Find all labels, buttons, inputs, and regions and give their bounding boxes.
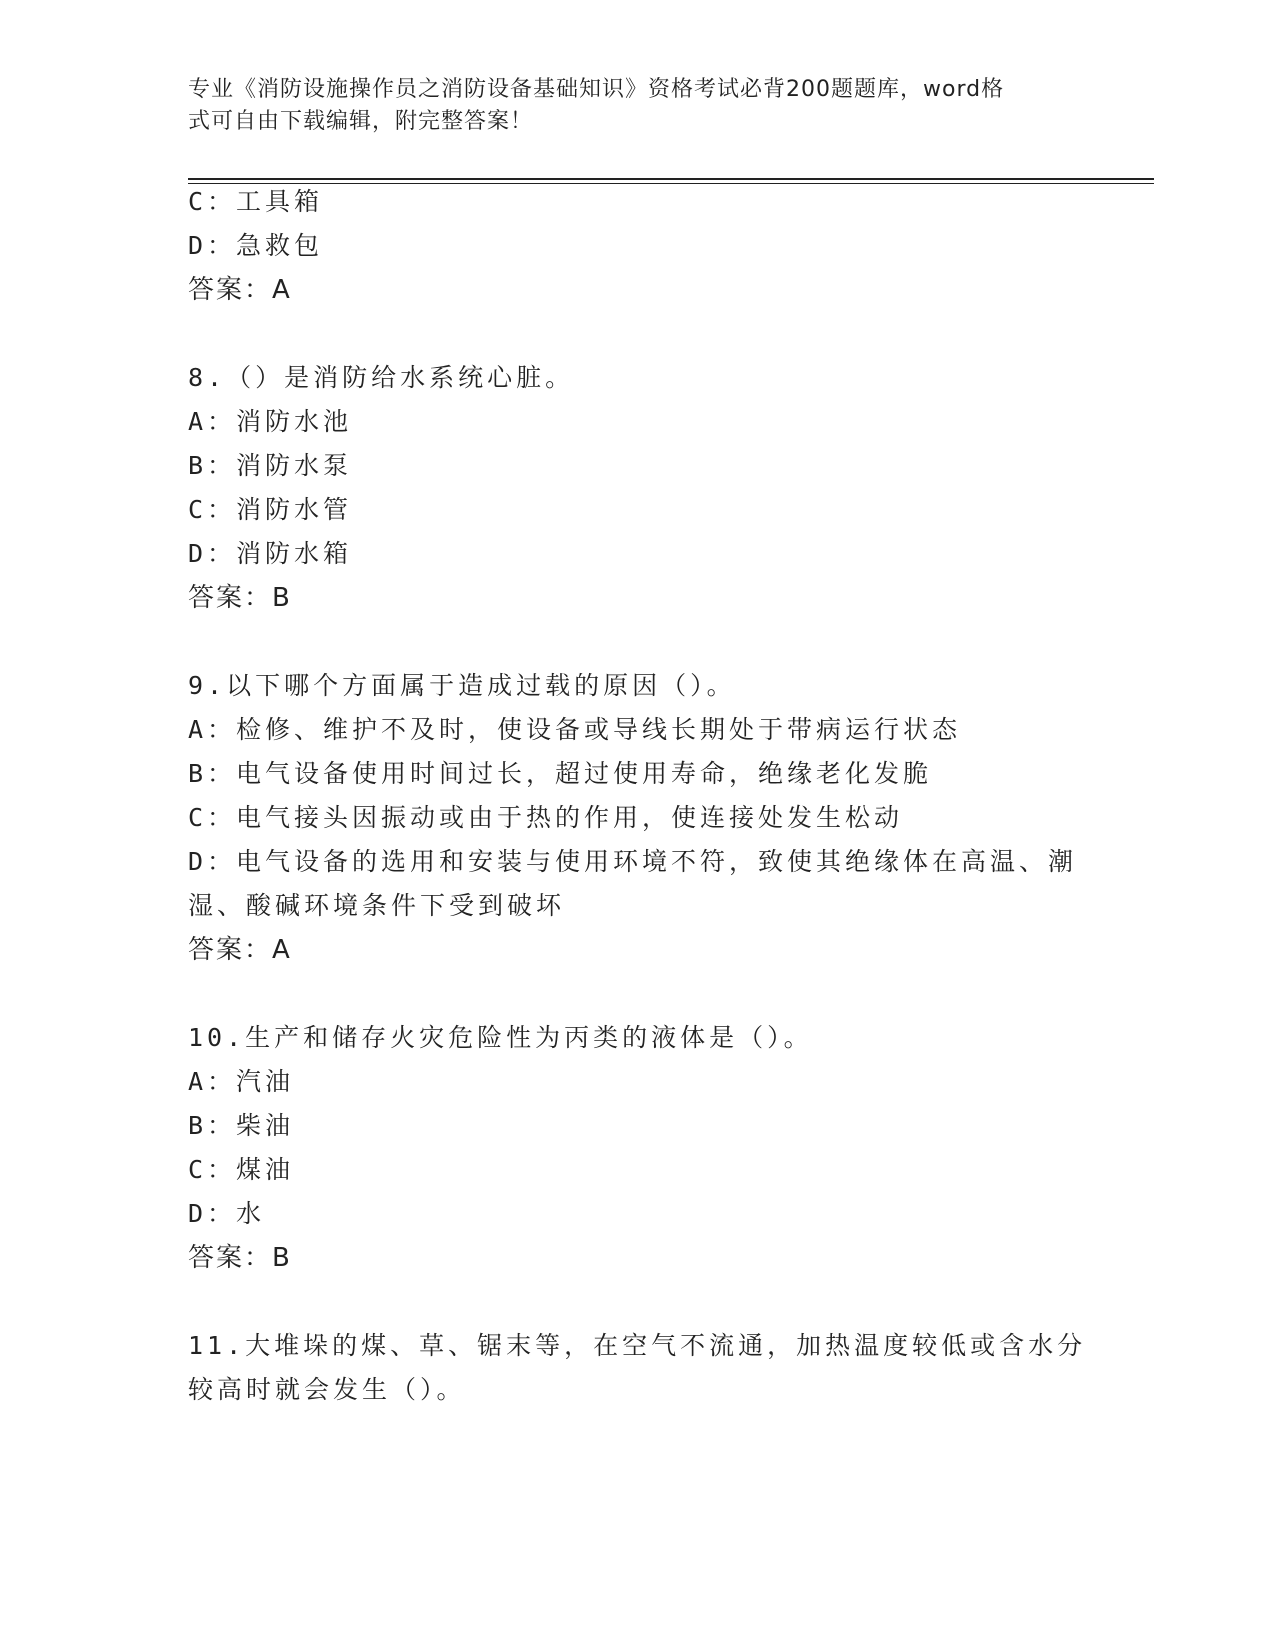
- header-divider-thin: [188, 183, 1154, 184]
- q10-option-c: C：煤油: [188, 1155, 295, 1184]
- q10-option-a: A：汽油: [188, 1067, 295, 1096]
- q9-answer: 答案：A: [188, 935, 292, 965]
- header-divider-thick: [188, 178, 1154, 180]
- q7-option-c: C：工具箱: [188, 187, 324, 216]
- q9-question: 9.以下哪个方面属于造成过载的原因（）。: [188, 671, 736, 700]
- q10-option-b: B：柴油: [188, 1111, 295, 1140]
- q10-question: 10.生产和储存火灾危险性为丙类的液体是（）。: [188, 1023, 813, 1052]
- header-line-2: 式可自由下载编辑，附完整答案！: [188, 109, 534, 134]
- q10-option-d: D：水: [188, 1199, 266, 1228]
- q8-option-b: B：消防水泵: [188, 451, 353, 480]
- q9-option-c: C：电气接头因振动或由于热的作用，使连接处发生松动: [188, 803, 904, 832]
- q9-option-d-line-2: 湿、酸碱环境条件下受到破坏: [188, 891, 566, 920]
- q9-option-d-line-1: D：电气设备的选用和安装与使用环境不符，致使其绝缘体在高温、潮: [188, 847, 1078, 876]
- q8-question: 8.（）是消防给水系统心脏。: [188, 363, 575, 392]
- q8-answer: 答案：B: [188, 583, 292, 613]
- q10-answer: 答案：B: [188, 1243, 292, 1273]
- q9-option-a: A：检修、维护不及时，使设备或导线长期处于带病运行状态: [188, 715, 962, 744]
- q8-option-c: C：消防水管: [188, 495, 353, 524]
- document-header: [188, 74, 1068, 138]
- q9-option-b: B：电气设备使用时间过长，超过使用寿命，绝缘老化发脆: [188, 759, 933, 788]
- q7-option-d: D：急救包: [188, 231, 324, 260]
- header-line-1: 专业《消防设施操作员之消防设备基础知识》资格考试必背200题题库，word格: [188, 77, 1005, 102]
- q7-answer: 答案：A: [188, 275, 292, 305]
- q11-question-line-2: 较高时就会发生（）。: [188, 1375, 466, 1404]
- q8-option-a: A：消防水池: [188, 407, 353, 436]
- q8-option-d: D：消防水箱: [188, 539, 353, 568]
- q11-question-line-1: 11.大堆垛的煤、草、锯末等，在空气不流通，加热温度较低或含水分: [188, 1331, 1087, 1360]
